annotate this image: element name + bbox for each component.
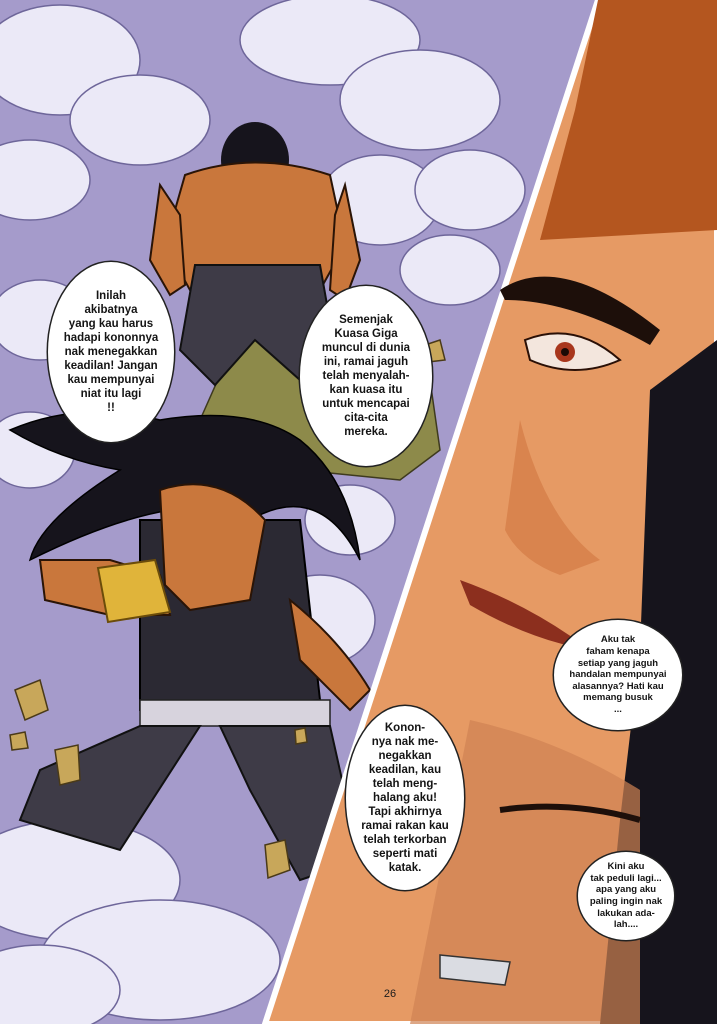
speech-bubble-2 — [300, 286, 432, 466]
page-number: 26 — [383, 988, 397, 1000]
speech-text-5: Kini aku tak peduli lagi... apa yang aku paling ingin nak lakukan ada- lah.... — [589, 861, 663, 931]
speech-bubble-5 — [578, 852, 674, 940]
speech-text-2: Semenjak Kuasa Giga muncul di dunia ini, ramai jaguh telah menyalah- kan kuasa itu untuk mencapai cita-cita mereka. — [321, 313, 411, 439]
speech-bubble-1 — [48, 262, 174, 442]
speech-bubble-3 — [346, 706, 464, 890]
speech-bubble-4 — [554, 620, 682, 730]
speech-text-1: Inilah akibatnya yang kau harus hadapi kononnya nak menegakkan keadilan! Jangan kau mempunyai niat itu lagi !! — [63, 289, 159, 415]
speech-text-4: Aku tak faham kenapa setiap yang jaguh handalan mempunyai alasannya? Hati kau memang busuk ... — [569, 634, 667, 715]
speech-text-3: Konon- nya nak me- negakkan keadilan, kau telah meng- halang aku! Tapi akhirnya ramai rakan kau telah terkorban seperti mati katak. — [361, 721, 449, 875]
